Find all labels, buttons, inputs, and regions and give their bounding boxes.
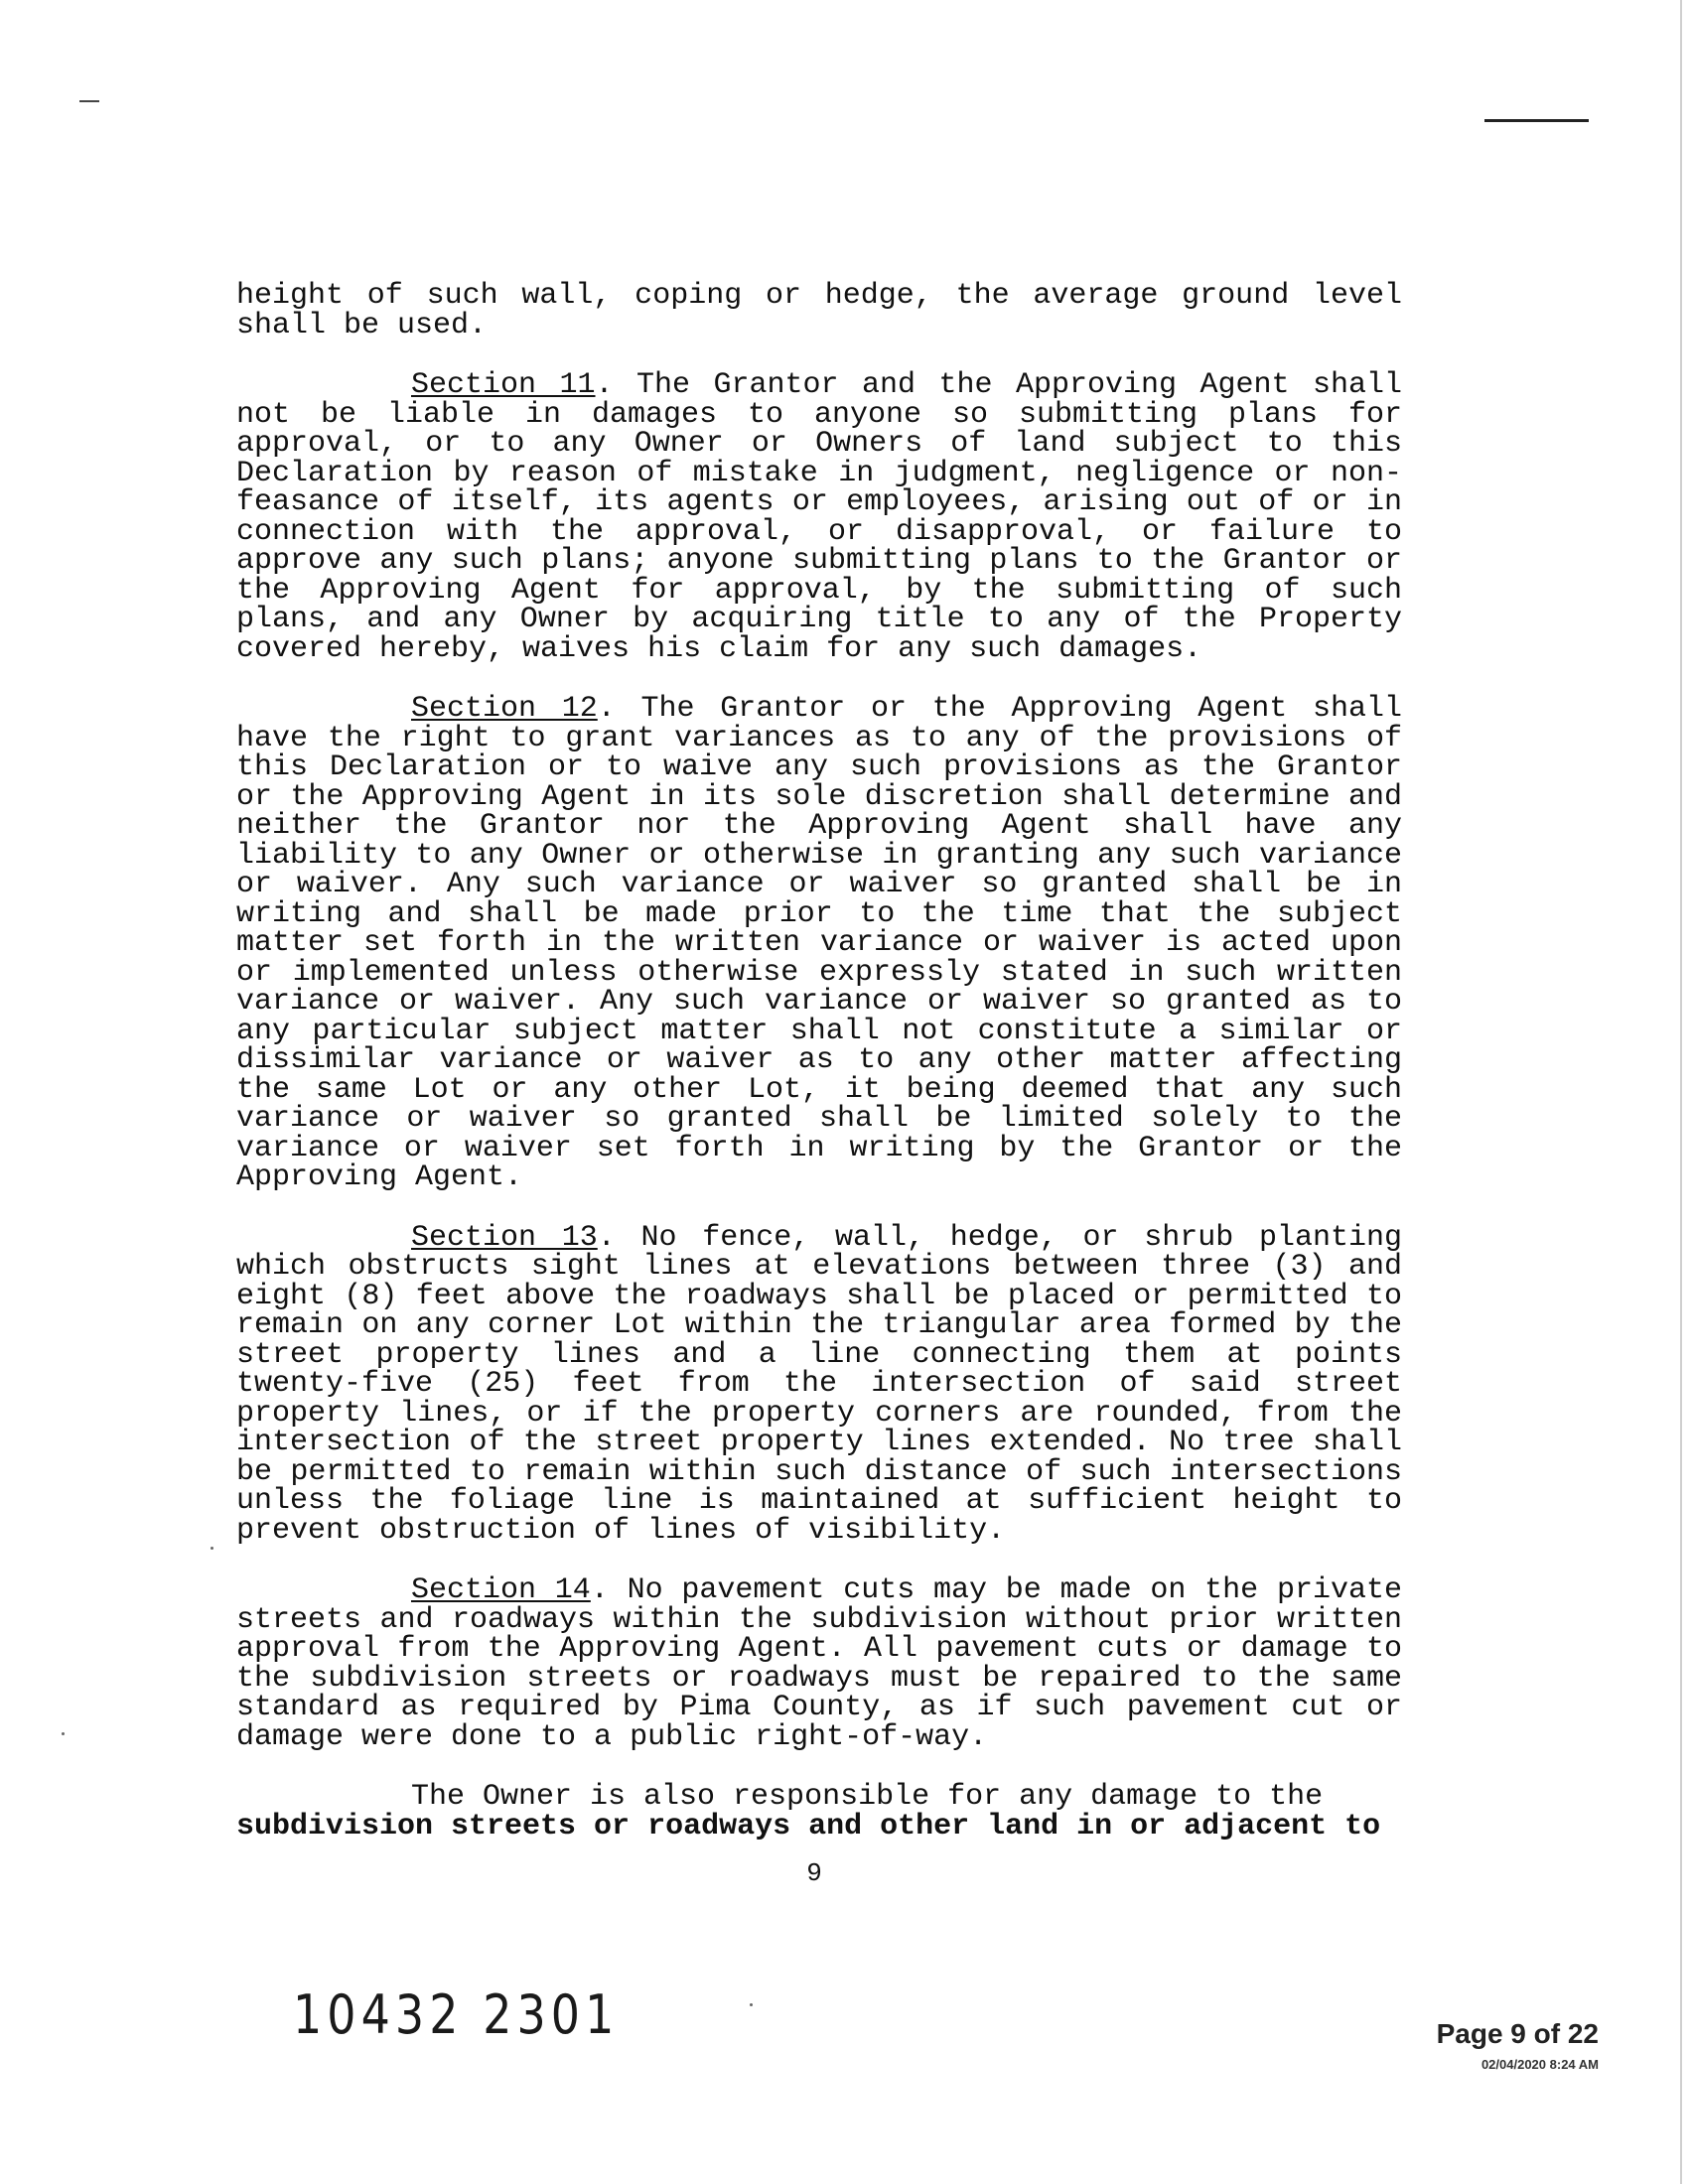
paragraph-closing <box>236 1780 1402 1843</box>
scan-speck <box>62 1732 65 1735</box>
closing-line-2: subdivision streets or roadways and other land in or adjacent to <box>236 1809 1381 1843</box>
document-body <box>236 279 1403 1843</box>
scan-speck <box>211 1547 213 1550</box>
section-text: . The Grantor and the Approving Agent shall not be liable in damages to anyone so submitting plans for approval, or to any Owner or Owners of land subject to this Declaration by reason of mistake in judgment, negligence or non-feasance of itself, its agents or employees, arising out of or in connection with the approval, or disapproval, or failure to approve any such plans; anyone submitting plans to the Grantor or the Approving Agent for approval, by the submitting of such plans, and any Owner by acquiring title to any of the Property covered hereby, waives his claim for any such damages. <box>236 368 1402 666</box>
section-text: . The Grantor or the Approving Agent shall have the right to grant variances as to any of the provisions of this Declaration or to waive any such provisions as the Grantor or the Approving Agent in its sole discretion shall determine and neither the Grantor nor the Approving Agent shall have any liability to any Owner or otherwise in granting any such variance or waiver. Any such variance or waiver so granted shall be in writing and shall be made prior to the time that the subject matter set forth in the written variance or waiver is acted upon or implemented unless otherwise expressly stated in such written variance or waiver. Any such variance or waiver so granted as to any particular subject matter shall not constitute a similar or dissimilar variance or waiver as to any other matter affecting the same Lot or any other Lot, it being deemed that any such variance or waiver so granted shall be limited solely to the variance or waiver set forth in writing by the Grantor or the Approving Agent. <box>236 692 1403 1194</box>
paragraph-section-12 <box>236 692 1403 1194</box>
paragraph-section-14 <box>236 1573 1402 1754</box>
recorder-page-label: Page 9 of 22 <box>1436 2018 1599 2049</box>
section-heading: Section 12 <box>411 692 598 726</box>
paragraph-section-13 <box>236 1220 1403 1548</box>
recorder-timestamp: 02/04/2020 8:24 AM <box>1480 2057 1599 2072</box>
closing-line-1: The Owner is also responsible for any damage to the <box>411 1780 1324 1814</box>
section-heading: Section 14 <box>411 1573 591 1607</box>
paragraph-section-11 <box>236 368 1402 666</box>
scan-speck <box>750 2003 753 2006</box>
page-number: 9 <box>806 1858 822 1888</box>
scan-mark-left <box>79 100 99 102</box>
scan-edge-rule <box>1680 0 1682 2184</box>
recording-stamp-number: 10432 2301 <box>293 1983 620 2046</box>
section-text: . No pavement cuts may be made on the private streets and roadways within the subdivision without prior written approval from the Approving Agent. All pavement cuts or damage to the subdivision streets or roadways must be repaired to the same standard as required by Pima County, as if such pavement cut or damage were done to a public right-of-way. <box>236 1573 1402 1754</box>
scan-mark-right <box>1484 119 1589 122</box>
paragraph-intro: height of such wall, coping or hedge, the average ground level shall be used. <box>236 279 1402 342</box>
section-text: . No fence, wall, hedge, or shrub planting which obstructs sight lines at elevations between three (3) and eight (8) feet above the roadways shall be placed or permitted to remain on any corner Lot within the triangular area formed by the street property lines and a line connecting them at points twenty-five (25) feet from the intersection of said street property lines, or if the property corners are rounded, from the intersection of the street property lines extended. No tree shall be permitted to remain within such distance of such intersections unless the foliage line is maintained at sufficient height to prevent obstruction of lines of visibility. <box>236 1220 1403 1548</box>
section-heading: Section 13 <box>411 1220 598 1255</box>
section-heading: Section 11 <box>411 368 596 402</box>
